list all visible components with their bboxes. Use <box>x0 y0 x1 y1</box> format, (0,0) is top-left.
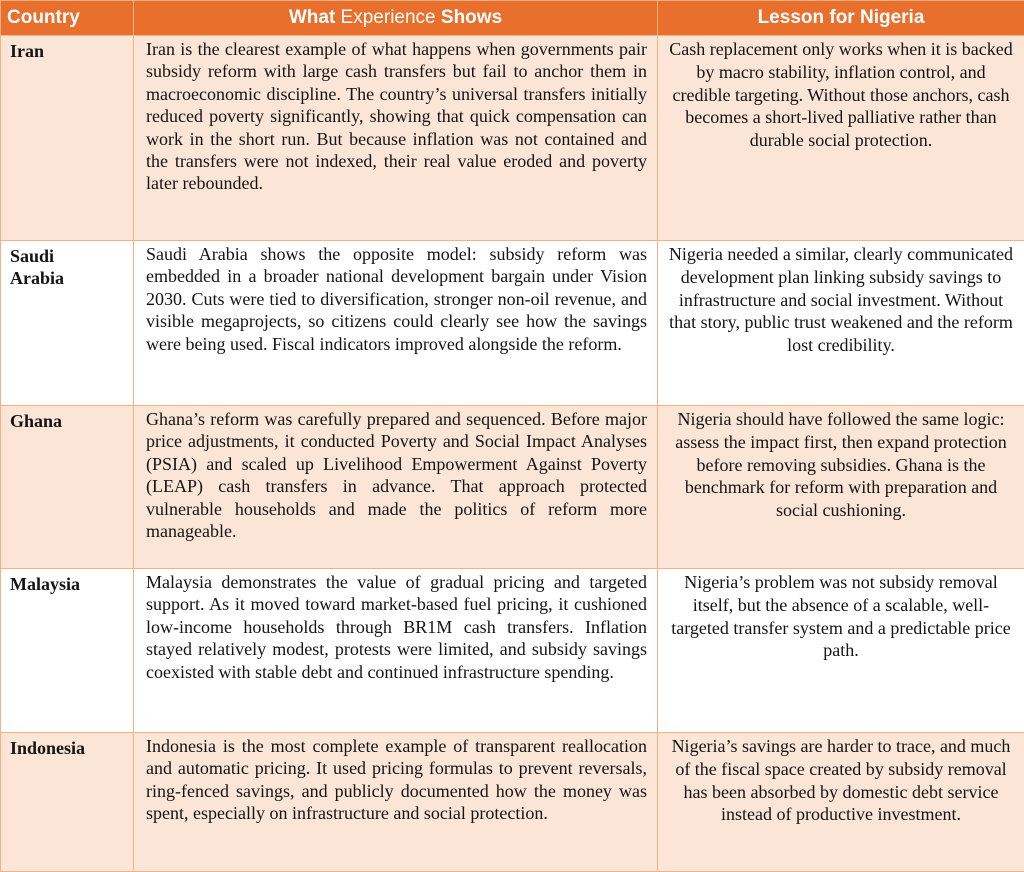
table-row-saudi-arabia <box>1 241 1024 406</box>
header-experience-bold1: What <box>289 7 335 28</box>
header-row <box>1 1 1024 36</box>
cell-lesson: Nigeria’s savings are harder to trace, and much of the fiscal space created by subsidy removal has been absorbed by domestic debt service instead of productive investment. <box>658 733 1024 872</box>
cell-country: Indonesia <box>1 733 134 872</box>
cell-lesson: Nigeria should have followed the same logic: assess the impact first, then expand protection before removing subsidies. Ghana is the benchmark for reform with preparation and social cushioning. <box>658 406 1024 569</box>
cell-lesson: Nigeria’s problem was not subsidy removal itself, but the absence of a scalable, well-targeted transfer system and a predictable price path. <box>658 569 1024 733</box>
cell-experience: Ghana’s reform was carefully prepared and sequenced. Before major price adjustments, it conducted Poverty and Social Impact Analyses (PSIA) and scaled up Livelihood Empowerment Against Poverty (LEAP) cash transfers in advance. That approach protected vulnerable households and made the politics of reform more manageable. <box>134 406 658 569</box>
cell-experience: Indonesia is the most complete example of transparent reallocation and automatic pricing. It used pricing formulas to prevent reversals, ring-fenced savings, and publicly documented how the money was spent, especially on infrastructure and social protection. <box>134 733 658 872</box>
table-row-malaysia <box>1 569 1024 733</box>
header-lesson: Lesson for Nigeria <box>658 1 1024 36</box>
header-country: Country <box>1 1 134 36</box>
header-experience <box>134 1 658 36</box>
cell-lesson: Nigeria needed a similar, clearly communicated development plan linking subsidy savings to infrastructure and social investment. Without that story, public trust weakened and the reform lost credibility. <box>658 241 1024 406</box>
cell-experience: Iran is the clearest example of what happens when governments pair subsidy reform with large cash transfers but fail to anchor them in macroeconomic discipline. The country’s universal transfers initially reduced poverty significantly, showing that quick compensation can work in the short run. But because inflation was not contained and the transfers were not indexed, their real value eroded and poverty later rebounded. <box>134 36 658 241</box>
cell-country: Iran <box>1 36 134 241</box>
cell-experience: Malaysia demonstrates the value of gradual pricing and targeted support. As it moved toward market-based fuel pricing, it cushioned low-income households through BR1M cash transfers. Inflation stayed relatively modest, protests were limited, and subsidy savings coexisted with stable debt and continued infrastructure spending. <box>134 569 658 733</box>
header-experience-bold2: Shows <box>441 7 502 28</box>
cell-country: Ghana <box>1 406 134 569</box>
cell-experience: Saudi Arabia shows the opposite model: subsidy reform was embedded in a broader national development bargain under Vision 2030. Cuts were tied to diversification, stronger non-oil revenue, and visible megaprojects, so citizens could clearly see how the savings were being used. Fiscal indicators improved alongside the reform. <box>134 241 658 406</box>
table-row-ghana <box>1 406 1024 569</box>
cell-lesson: Cash replacement only works when it is backed by macro stability, inflation control, and credible targeting. Without those anchors, cash becomes a short-lived palliative rather than durable social protection. <box>658 36 1024 241</box>
cell-country: Saudi Arabia <box>1 241 134 406</box>
cell-country: Malaysia <box>1 569 134 733</box>
table-row-indonesia <box>1 733 1024 872</box>
table-row-iran <box>1 36 1024 241</box>
header-experience-regular: Experience <box>335 7 441 28</box>
